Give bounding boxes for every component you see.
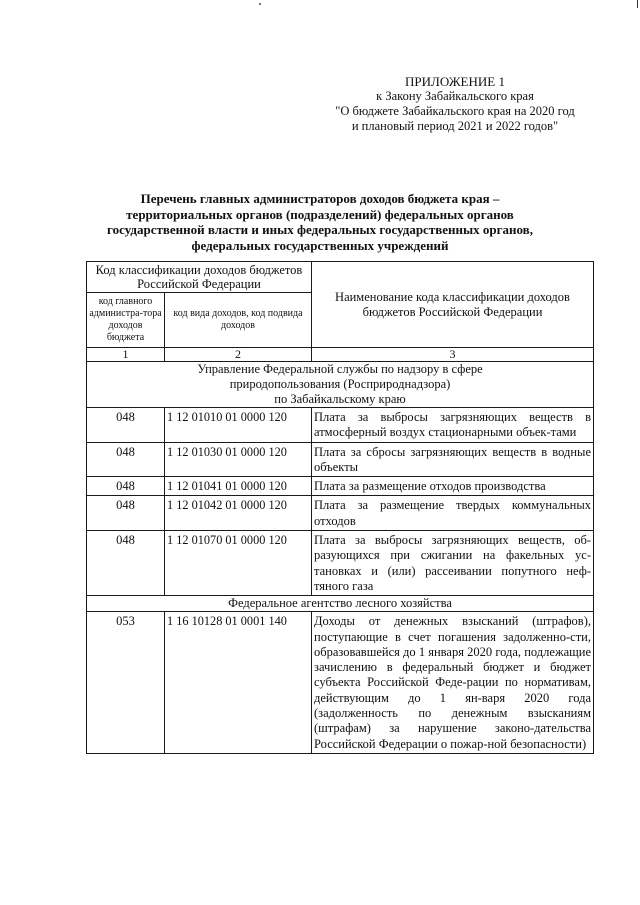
- admin-code-cell: 048: [87, 496, 165, 531]
- admin-code-cell: 048: [87, 531, 165, 596]
- section-row: [87, 362, 594, 408]
- appendix-line-2: "О бюджете Забайкальского края на 2020 год: [335, 104, 575, 118]
- administrators-table: [86, 261, 594, 754]
- admin-code-cell: 053: [87, 612, 165, 754]
- table-row: [87, 531, 594, 596]
- column-number-2: 2: [165, 348, 312, 362]
- column-numbers-row: [87, 348, 594, 362]
- income-name-cell: Плата за размещение твердых коммунальных отходов: [312, 496, 594, 531]
- table-row: [87, 442, 594, 477]
- income-code-cell: 1 16 10128 01 0001 140: [165, 612, 312, 754]
- table-row: [87, 612, 594, 754]
- column-number-1: 1: [87, 348, 165, 362]
- appendix-line-1: к Закону Забайкальского края: [376, 89, 534, 103]
- section-line: по Забайкальскому краю: [274, 392, 406, 406]
- income-code-cell: 1 12 01070 01 0000 120: [165, 531, 312, 596]
- admin-code-cell: 048: [87, 408, 165, 443]
- income-code-cell: 1 12 01010 01 0000 120: [165, 408, 312, 443]
- table-row: [87, 477, 594, 496]
- table-row: [87, 408, 594, 443]
- appendix-title: ПРИЛОЖЕНИЕ 1: [405, 74, 505, 89]
- scan-edge-mark: [637, 0, 638, 8]
- document-title: [80, 191, 560, 253]
- income-name-cell: Доходы от денежных взысканий (штрафов), поступающие в счет погашения задолженно-сти, образовавшейся до 1 января 2020 года, подлежащие зачислению в федеральный бюджет и бюджет субъекта Российской Феде-рации по нормативам, действующим до 1 ян-варя 2020 года (задолженность по денежным взысканиям (штрафам) за нарушение законо-дательства Российской Федерации о пожар-ной безопасности): [312, 612, 594, 754]
- income-name-cell: Плата за выбросы загрязняющих веществ в атмосферный воздух стационарными объек-тами: [312, 408, 594, 443]
- header-income-code: код вида доходов, код подвида доходов: [165, 293, 312, 348]
- admin-code-cell: 048: [87, 442, 165, 477]
- income-code-cell: 1 12 01030 01 0000 120: [165, 442, 312, 477]
- header-classification-group: Код классификации доходов бюджетов Российской Федерации: [87, 262, 312, 293]
- section-forestry-agency: [87, 596, 594, 612]
- column-number-3: 3: [312, 348, 594, 362]
- income-code-cell: 1 12 01042 01 0000 120: [165, 496, 312, 531]
- section-line: Федеральное агентство лесного хозяйства: [228, 596, 452, 611]
- section-line: Управление Федеральной службы по надзору в сфере: [197, 362, 483, 376]
- section-line: природопользования (Росприроднадзора): [229, 377, 451, 391]
- income-code-cell: 1 12 01041 01 0000 120: [165, 477, 312, 496]
- table-row: [87, 496, 594, 531]
- scan-dot: [259, 3, 261, 5]
- appendix-line-3: и плановый период 2021 и 2022 годов": [351, 119, 559, 133]
- section-row: [87, 596, 594, 612]
- appendix-header: [300, 74, 610, 134]
- title-line-2: территориальных органов (подразделений) федеральных органов: [126, 206, 514, 222]
- title-line-4: федеральных государственных учреждений: [191, 237, 449, 253]
- income-name-cell: Плата за выбросы загрязняющих веществ, об-разующихся при сжигании на факельных ус-тановках и (или) рассеивании попутного неф-тяного газа: [312, 531, 594, 596]
- admin-code-cell: 048: [87, 477, 165, 496]
- income-name-cell: Плата за размещение отходов производства: [312, 477, 594, 496]
- title-line-1: Перечень главных администраторов доходов бюджета края –: [140, 191, 500, 206]
- header-name-column: Наименование кода классификации доходов бюджетов Российской Федерации: [312, 262, 594, 348]
- section-rosprirodnadzor: [87, 362, 594, 408]
- income-name-cell: Плата за сбросы загрязняющих веществ в водные объекты: [312, 442, 594, 477]
- header-admin-code: код главного администра-тора доходов бюджета: [87, 293, 165, 348]
- title-line-3: государственной власти и иных федеральных государственных органов,: [107, 222, 533, 237]
